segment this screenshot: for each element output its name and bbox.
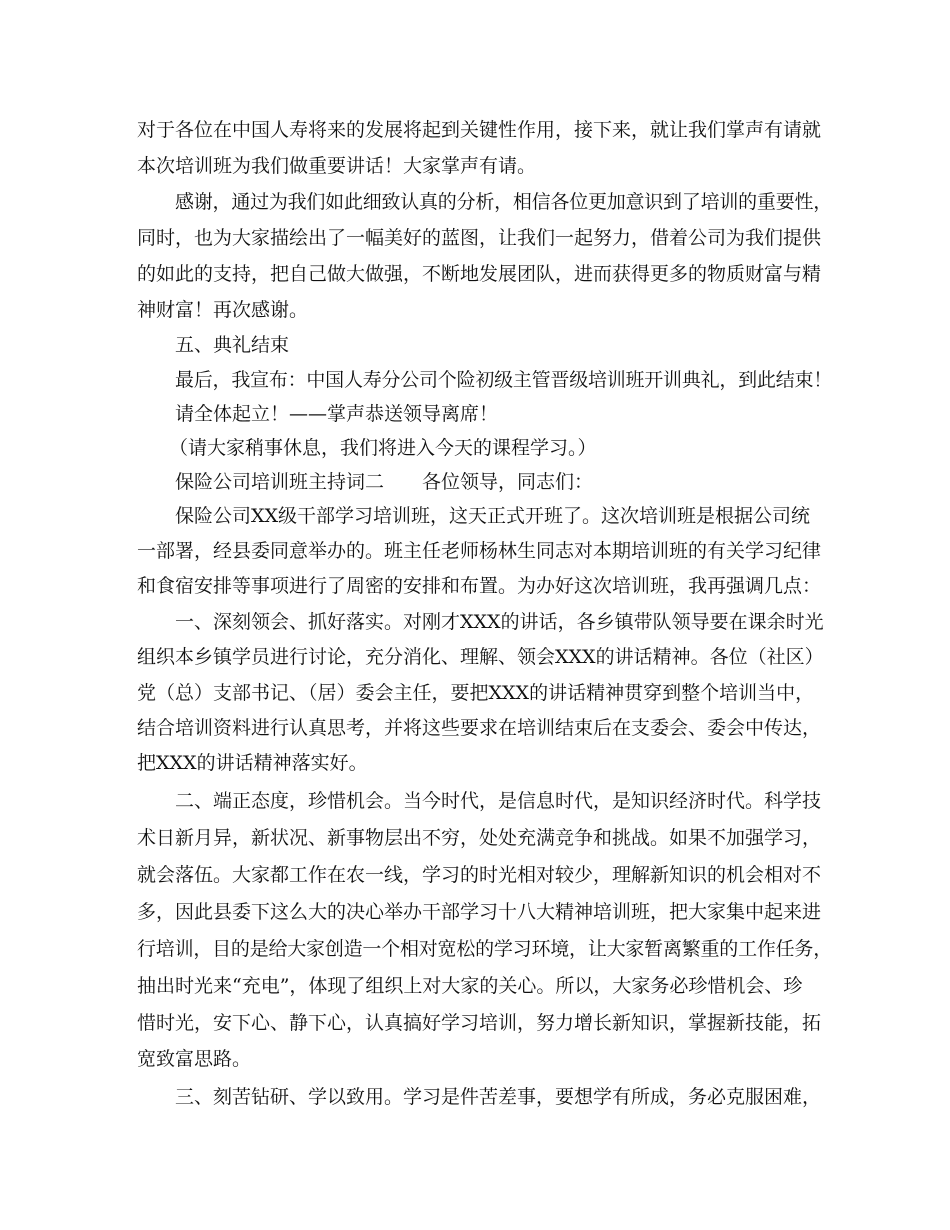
text-line: 一部署，经县委同意举办的。班主任老师杨林生同志对本期培训班的有关学习纪律 bbox=[137, 540, 822, 562]
section-heading: 五、典礼结束 bbox=[175, 334, 290, 356]
text-line: （请大家稍事休息，我们将进入今天的课程学习。） bbox=[169, 437, 597, 459]
text-line: 感谢，通过为我们如此细致认真的分析，相信各位更加意识到了培训的重要性， bbox=[175, 191, 833, 213]
text-line: 二、端正态度，珍惜机会。当今时代，是信息时代，是知识经济时代。科学技 bbox=[175, 790, 822, 812]
text-line: 和食宿安排等事项进行了周密的安排和布置。为办好这次培训班，我再强调几点： bbox=[137, 575, 822, 597]
text-line: 请全体起立！——掌声恭送领导离席！ bbox=[175, 403, 499, 425]
text-line: 把XXX的讲话精神落实好。 bbox=[137, 752, 368, 774]
section-heading: 保险公司培训班主持词二 各位领导，同志们： bbox=[175, 471, 594, 493]
text-line: 组织本乡镇学员进行讨论，充分消化、理解、领会XXX的讲话精神。各位（社区） bbox=[137, 646, 824, 668]
text-line: 本次培训班为我们做重要讲话！大家掌声有请。 bbox=[137, 155, 537, 177]
text-line: 多，因此县委下这么大的决心举办干部学习十八大精神培训班，把大家集中起来进 bbox=[137, 901, 822, 923]
text-line: 一、深刻领会、抓好落实。对刚才XXX的讲话，各乡镇带队领导要在课余时光 bbox=[175, 611, 824, 633]
text-line: 的如此的支持，把自己做大做强，不断地发展团队，进而获得更多的物质财富与精 bbox=[137, 263, 822, 285]
text-line: 保险公司XX级干部学习培训班，这天正式开班了。这次培训班是根据公司统 bbox=[175, 505, 811, 527]
text-line: 神财富！再次感谢。 bbox=[137, 299, 309, 321]
text-line: 最后，我宣布：中国人寿分公司个险初级主管晋级培训班开训典礼，到此结束！ bbox=[175, 369, 833, 391]
text-line: 宽致富思路。 bbox=[137, 1048, 252, 1070]
text-line: 结合培训资料进行认真思考，并将这些要求在培训结束后在支委会、委会中传达， bbox=[137, 717, 822, 739]
text-line: 对于各位在中国人寿将来的发展将起到关键性作用，接下来，就让我们掌声有请就 bbox=[137, 119, 822, 141]
text-line: 抽出时光来“充电”，体现了组织上对大家的关心。所以，大家务必珍惜机会、珍 bbox=[137, 975, 803, 997]
text-line: 同时，也为大家描绘出了一幅美好的蓝图，让我们一起努力，借着公司为我们提供 bbox=[137, 227, 822, 249]
text-line: 党（总）支部书记、（居）委会主任，要把XXX的讲话精神贯穿到整个培训当中， bbox=[137, 682, 815, 704]
text-line: 行培训，目的是给大家创造一个相对宽松的学习环境，让大家暂离繁重的工作任务， bbox=[137, 938, 833, 960]
text-line: 就会落伍。大家都工作在农一线，学习的时光相对较少，理解新知识的机会相对不 bbox=[137, 864, 822, 886]
text-line: 术日新月异，新状况、新事物层出不穷，处处充满竞争和挑战。如果不加强学习， bbox=[137, 827, 822, 849]
text-line: 三、刻苦钻研、学以致用。学习是件苦差事，要想学有所成，务必克服困难， bbox=[175, 1086, 822, 1108]
text-line: 惜时光，安下心、静下心，认真搞好学习培训，努力增长新知识，掌握新技能，拓 bbox=[137, 1012, 822, 1034]
